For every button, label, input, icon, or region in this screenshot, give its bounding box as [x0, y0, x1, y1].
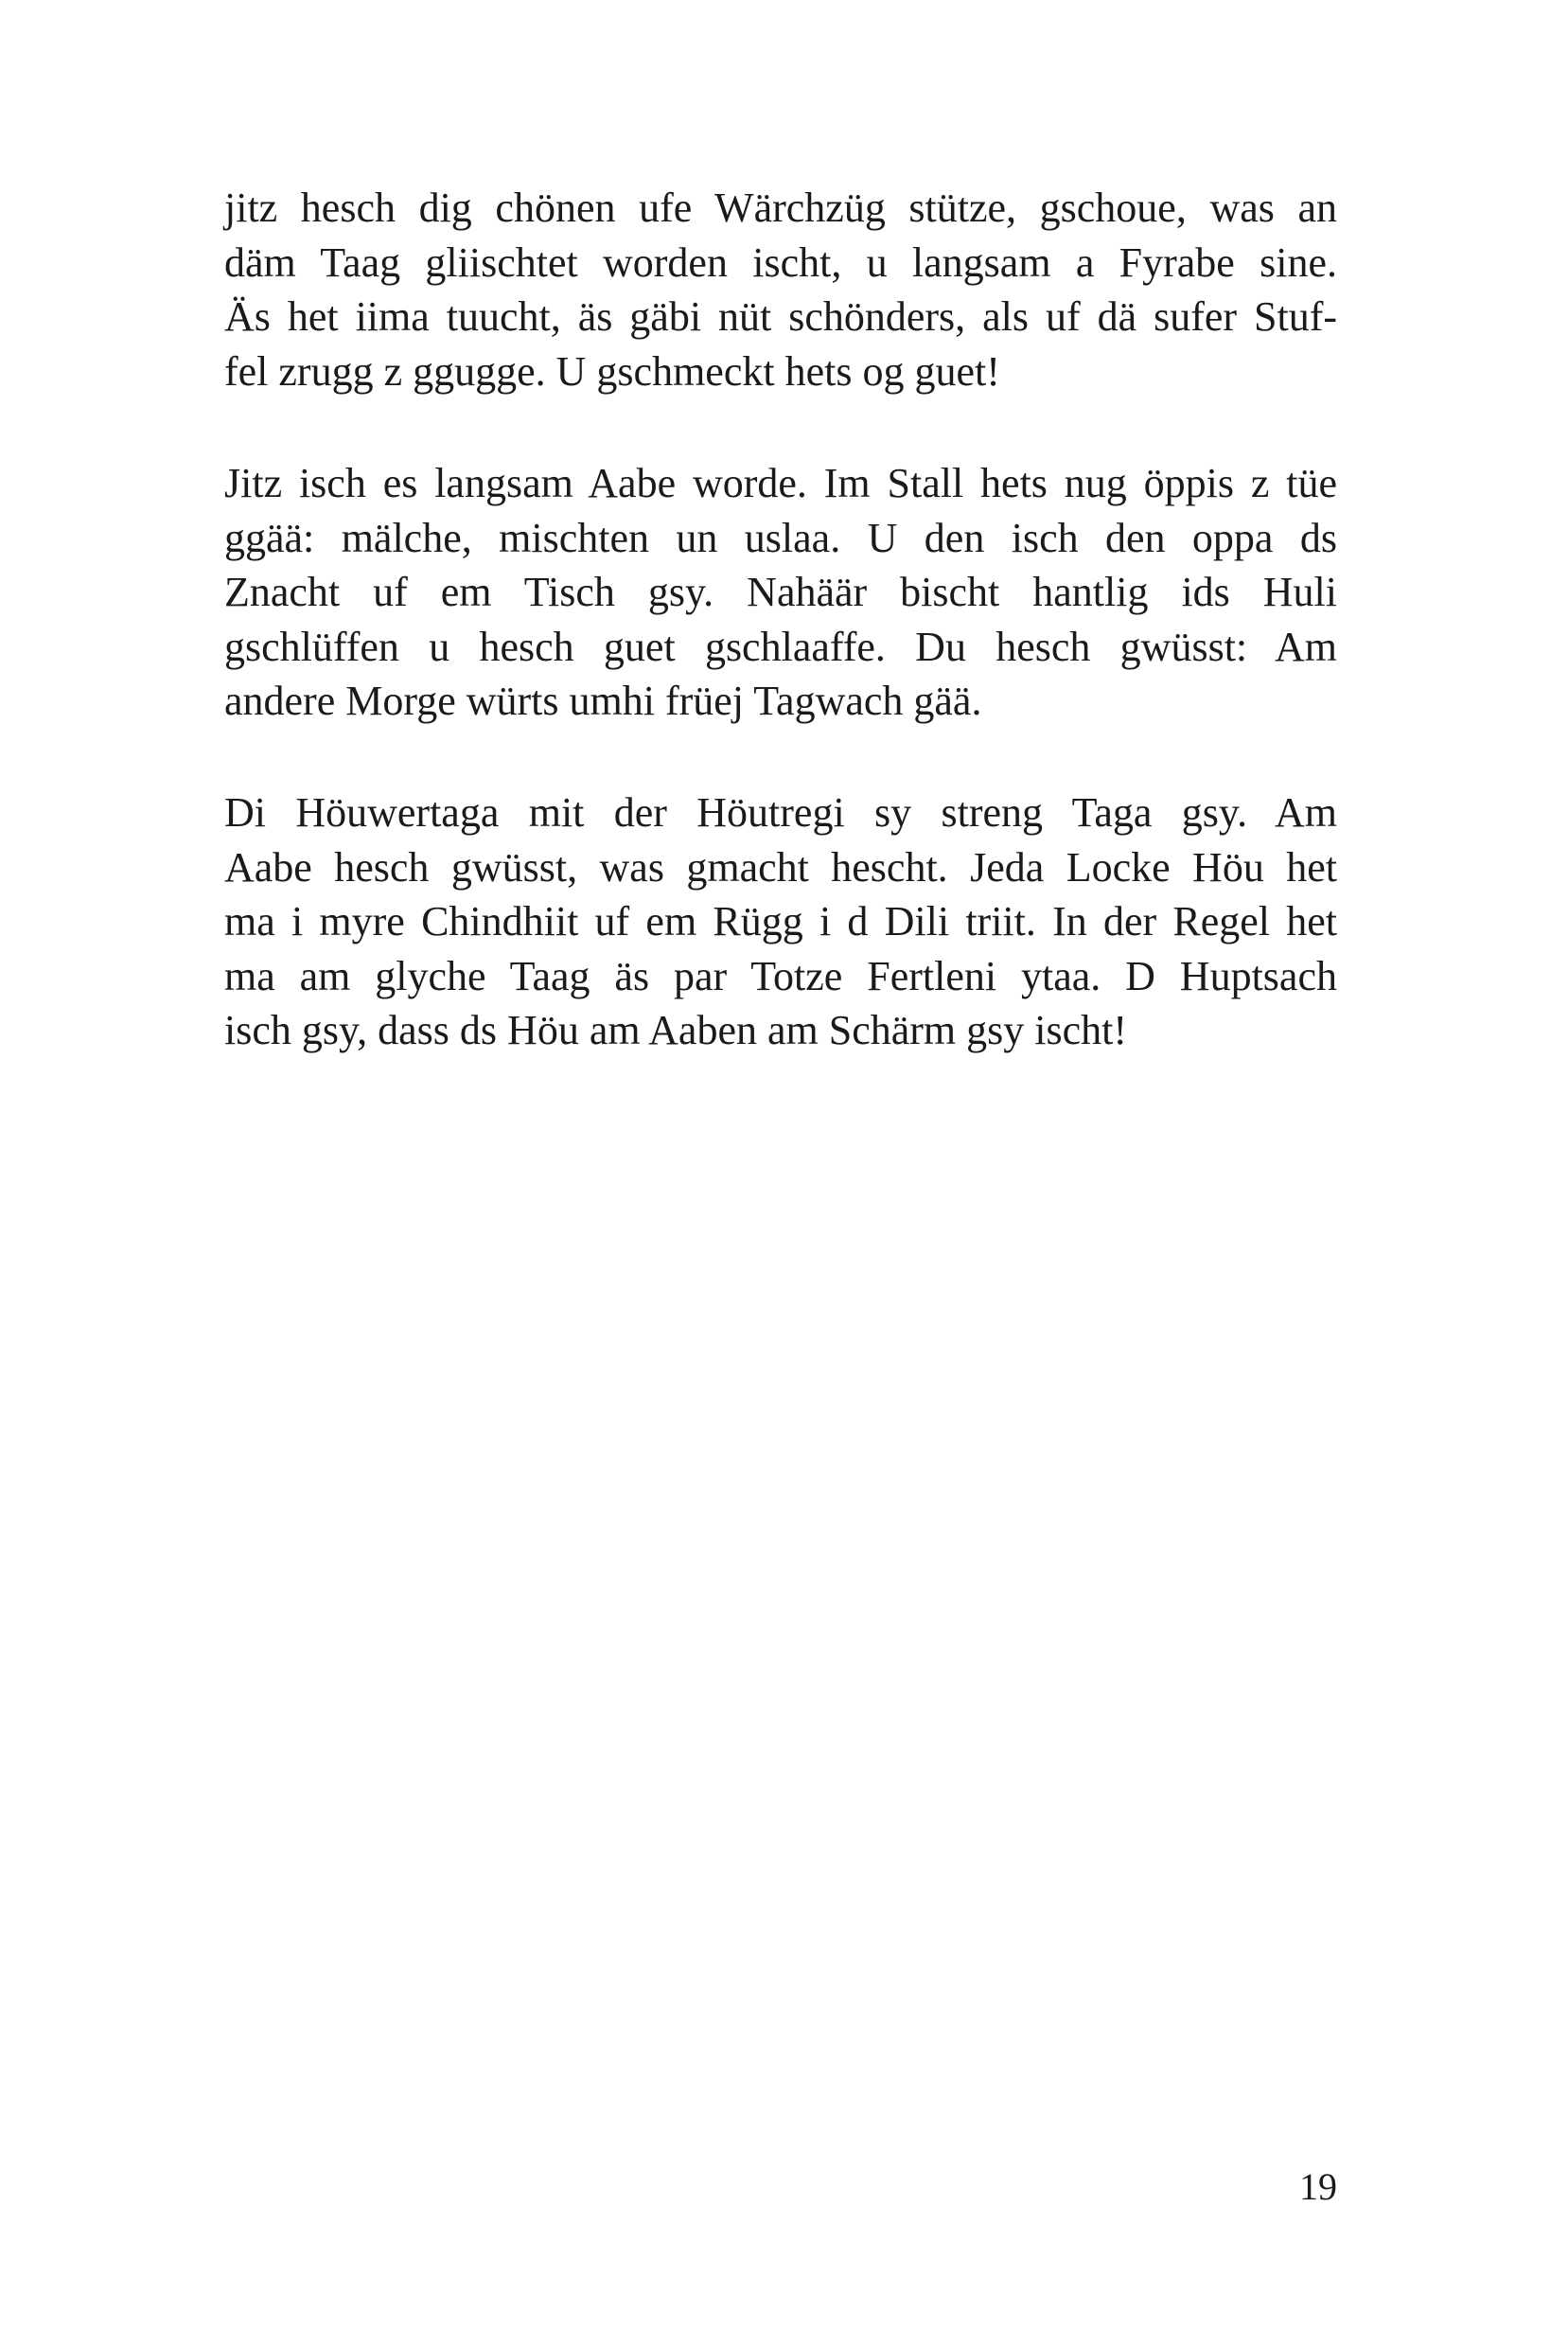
- paragraph-2: [224, 456, 1337, 729]
- text-line: däm Taag gliischtet worden ischt, u langsam a Fyrabe sine.: [224, 238, 1337, 286]
- text-line: Äs het iima tuucht, äs gäbi nüt schönders, als uf dä sufer Stuf-: [224, 293, 1337, 340]
- text-line: Jitz isch es langsam Aabe worde. Im Stall hets nug öppis z tüe: [224, 460, 1337, 506]
- paragraph-3: [224, 786, 1337, 1058]
- text-line: fel zrugg z ggugge. U gschmeckt hets og guet!: [224, 347, 1000, 395]
- text-line: Znacht uf em Tisch gsy. Nahäär bischt hantlig ids Huli: [224, 569, 1337, 615]
- text-line: ma i myre Chindhiit uf em Rügg i d Dili triit. In der Regel het: [224, 898, 1337, 944]
- text-line: gschlüffen u hesch guet gschlaaffe. Du hesch gwüsst: Am: [224, 623, 1337, 670]
- text-line: andere Morge würts umhi früej Tagwach gää.: [224, 678, 982, 724]
- paragraph-1: [224, 181, 1337, 398]
- page-number: 19: [1299, 2165, 1337, 2208]
- text-line: jitz hesch dig chönen ufe Wärchzüg stütze, gschoue, was an: [224, 185, 1337, 231]
- text-line: Di Höuwertaga mit der Höutregi sy streng Taga gsy. Am: [224, 789, 1337, 836]
- text-line: ggää: mälche, mischten un uslaa. U den isch den oppa ds: [224, 514, 1337, 561]
- text-line: Aabe hesch gwüsst, was gmacht hescht. Jeda Locke Höu het: [224, 843, 1337, 891]
- text-line: isch gsy, dass ds Höu am Aaben am Schärm gsy ischt!: [224, 1007, 1128, 1053]
- text-line: ma am glyche Taag äs par Totze Fertleni ytaa. D Huptsach: [224, 952, 1337, 999]
